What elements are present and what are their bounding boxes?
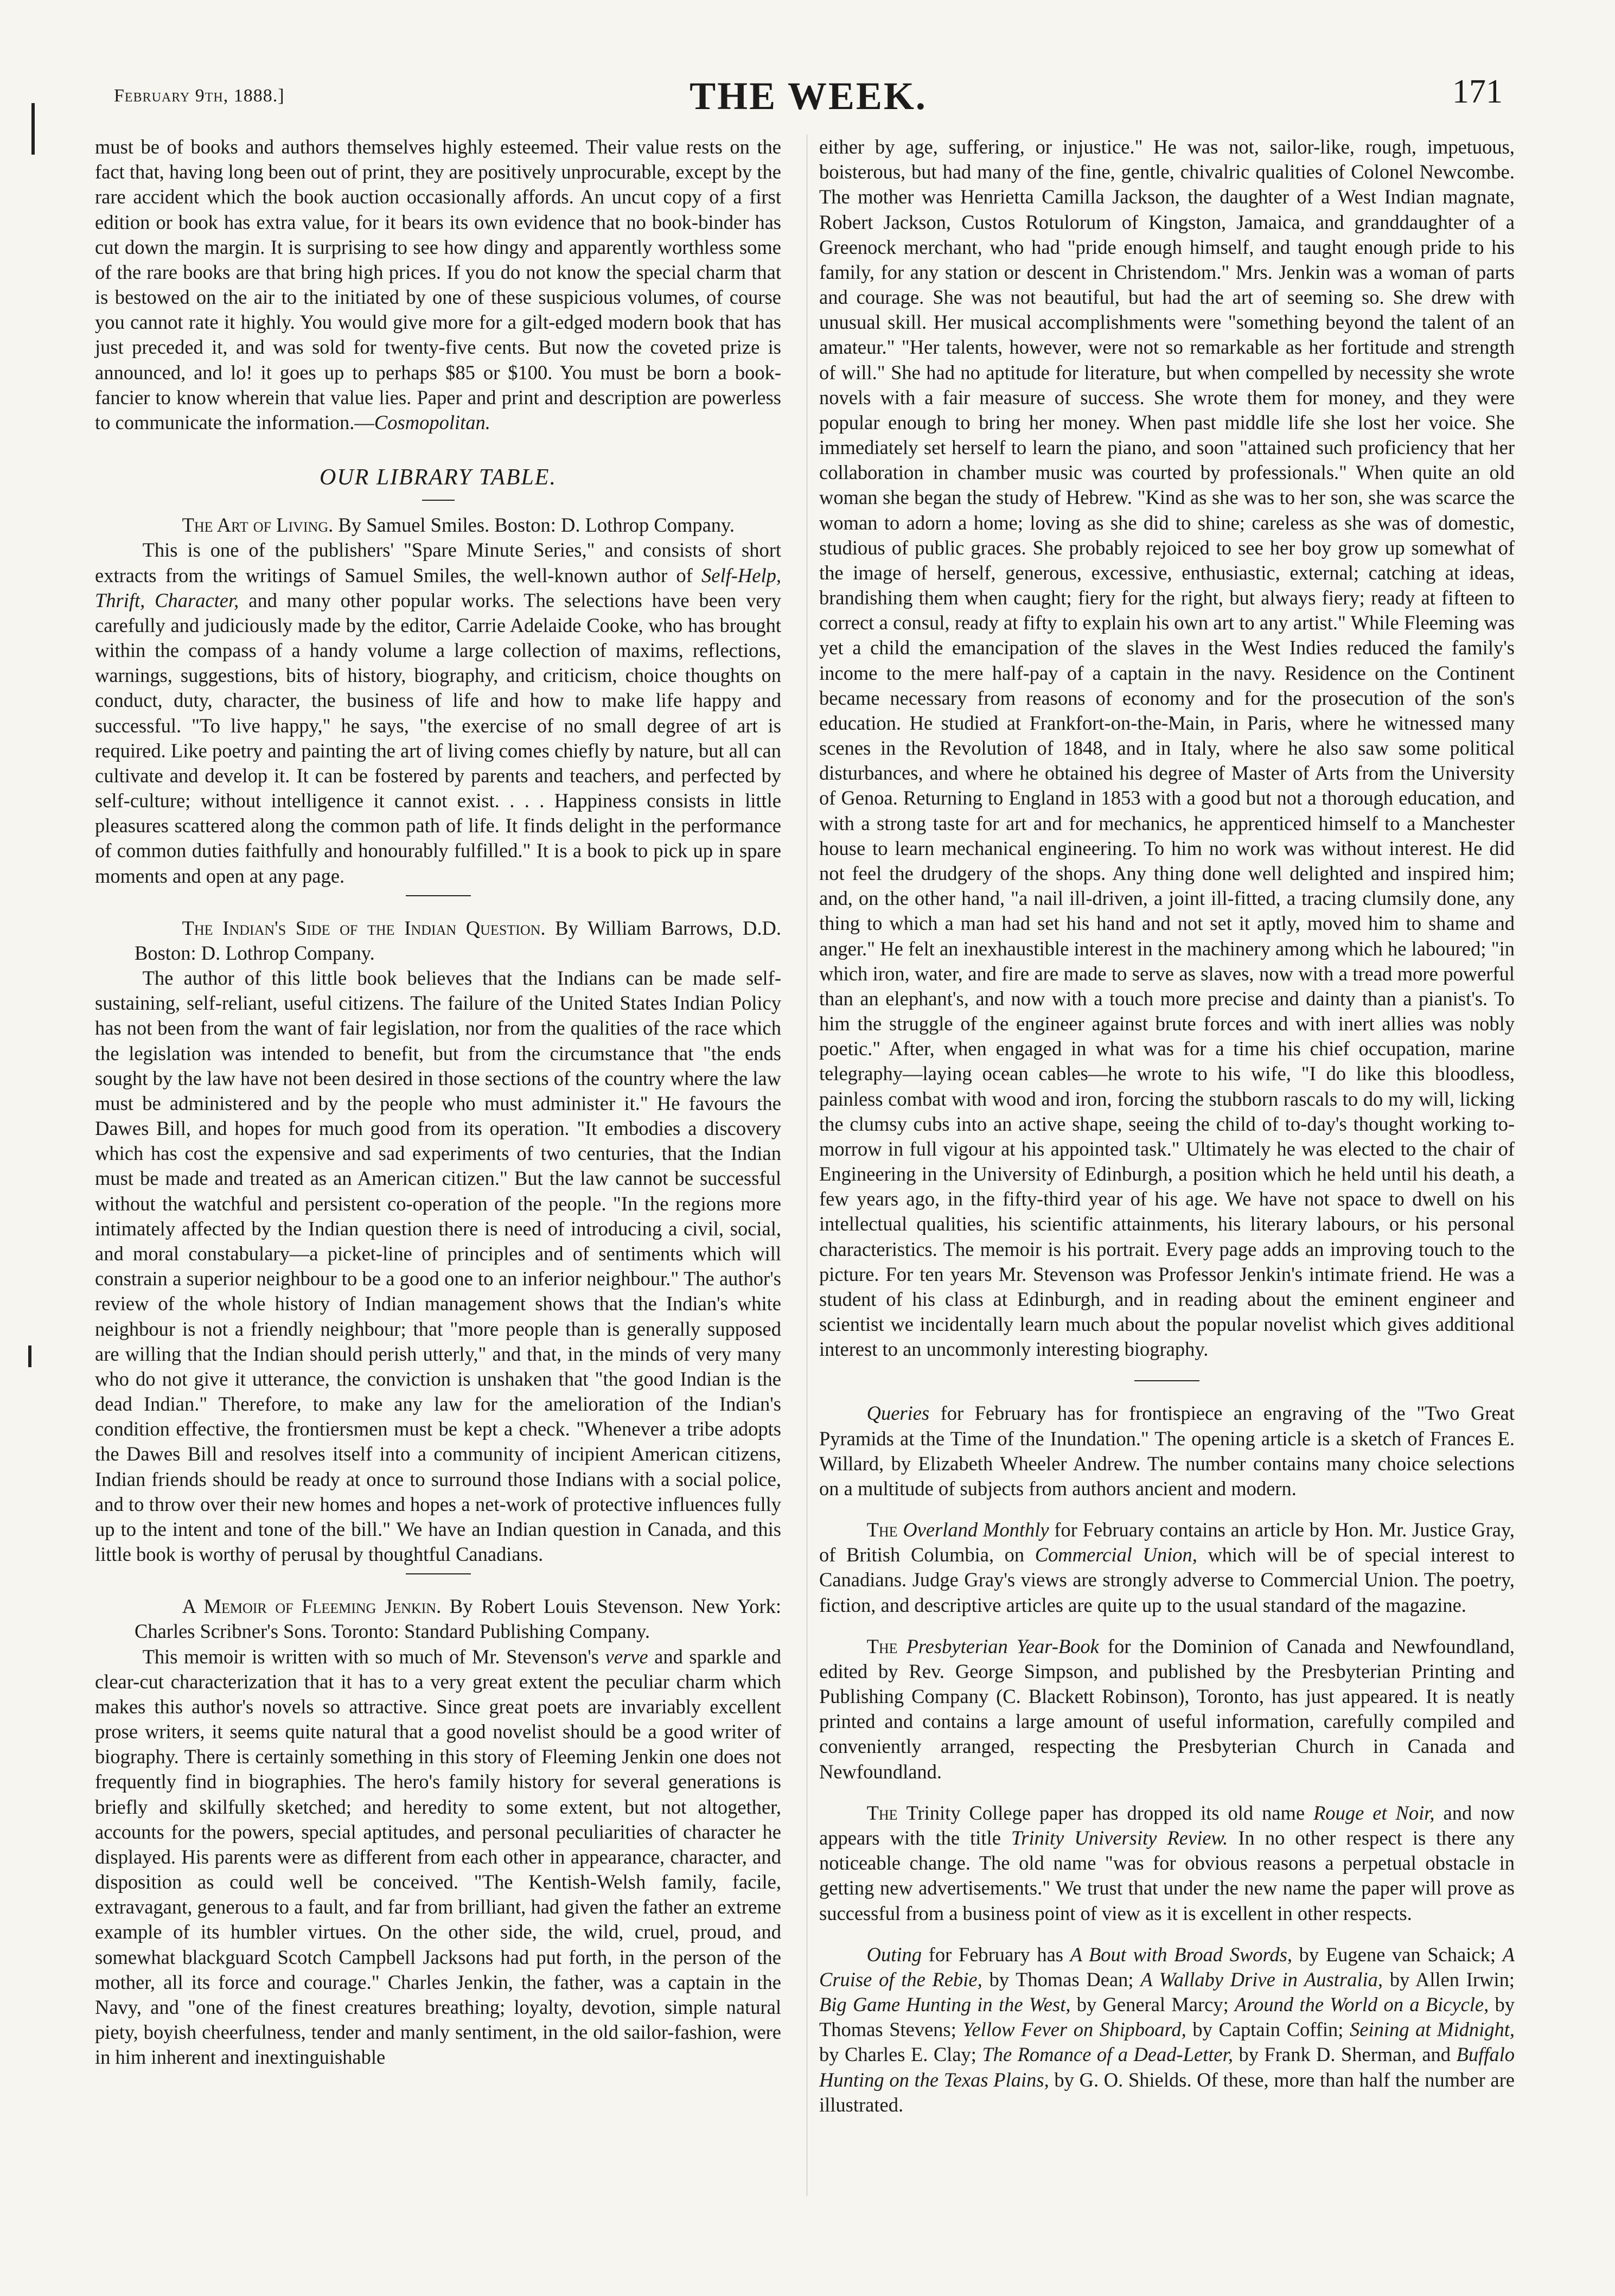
notice-overland-monthly: The Overland Monthly for February contains an article by Hon. Mr. Justice Gray, of British Columbia, on Commercial Union, which will be of special interest to Canadians. Judge Gray's views are strongly adverse to Commercial Union. The poetry, fiction, and descriptive articles are quite up to the usual standard of the magazine. xyxy=(819,1519,1515,1616)
notice-presbyterian-year-book: The Presbyterian Year-Book for the Dominion of Canada and Newfoundland, edited by Rev. George Simpson, and published by the Presbyterian Printing and Publishing Company (C. Blackett Robinson), Toronto, has just appeared. It is neatly printed and contains a large amount of useful information, carefully compiled and conveniently arranged, respecting the Presbyterian Church in Canada and Newfoundland. xyxy=(819,1635,1515,1783)
review-indian-question: The author of this little book believes that the Indians can be made self-sustaining, self-reliant, useful citizens. The failure of the United States Indian Policy has not been from the want of fair legislation, nor from the qualities of the race which the legislation was intended to benefit, but from the circumstance that "the ends sought by the law have not been desired in those sections of the country where the law must be administered and by the people who must administer it." He favours the Dawes Bill, and hopes for much good from its operation. "It embodies a discovery which has cost the expensive and sad experiments of two centuries, that the Indian must be made and treated as an American citizen." But the law cannot be successful without the watchful and persistent co-operation of the people. "In the regions more intimately affected by the Indian question there is need of introducing a civil, social, and moral constabulary—a picket-line of principles and of sentiments which will constrain a superior neighbour to be a good one to an inferior neighbour." The author's review of the whole history of Indian management shows that the Indian's white neighbour is not a friendly neighbour; that "more people than is generally supposed are willing that the Indian should perish utterly," and that, in the minds of very many who do not give it utterance, the conviction is unshaken that "the good Indian is the dead Indian." Therefore, to make any law for the amelioration of the Indian's condition effective, the frontiersmen must be kept a check. "Whenever a tribe adopts the Dawes Bill and resolves itself into a community of incipient American citizens, Indian friends should be ready at once to surround those Indians with a social police, and to throw over their new homes and hopes a net-work of protective influences fully up to the intent and tone of the bill." We have an Indian question in Canada, and this little book is worthy of perusal by thoughtful Canadians. xyxy=(95,967,781,1566)
section-rule xyxy=(422,500,455,501)
book-heading-fleeming-jenkin: A Memoir of Fleeming Jenkin. By Robert Louis Stevenson. New York: Charles Scribner's Sons. Toronto: Standard Publishing Company. xyxy=(135,1595,781,1643)
review-fleeming-jenkin: This memoir is written with so much of Mr. Stevenson's verve and sparkle and clear-cut characterization that it has to a very great extent the peculiar charm which makes this author's novels so attractive. Since great poets are invariably excellent prose writers, it seems quite natural that a good novelist should be a good writer of biography. There is certainly something in this story of Fleeming Jenkin one does not frequently find in biographies. The hero's family history for several generations is briefly and skilfully sketched; and heredity to some extent, but not altogether, accounts for the powers, special aptitudes, and personal peculiarities of character he displayed. His parents were as different from each other in appearance, character, and disposition as could well be conceived. "The Kentish-Welsh family, facile, extravagant, generous to a fault, and far from brilliant, had given the father an extreme example of its humbler virtues. On the other side, the wild, cruel, proud, and somewhat blackguard Scotch Campbell Jacksons had put forth, in the person of the mother, all its force and courage." Charles Jenkin, the father, was a captain in the Navy, and "one of the finest creatures breathing; loyalty, devotion, simple natural piety, boyish cheerfulness, tender and manly sentiment, in the old sailor-fashion, were in him inherent and inextinguishable xyxy=(95,1645,782,2069)
review-fleeming-jenkin-continued: either by age, suffering, or injustice." He was not, sailor-like, rough, impetuous, boisterous, but had many of the fine, gentle, chivalric qualities of Colonel Newcombe. The mother was Henrietta Camilla Jackson, the daughter of a West Indian magnate, Robert Jackson, Custos Rotulorum of Kingston, Jamaica, and granddaughter of a Greenock merchant, who had "pride enough himself, and taught enough pride to his family, for any station or descent in Christendom." Mrs. Jenkin was a woman of parts and courage. She was not beautiful, but had the art of seeming so. She drew with unusual skill. Her musical accomplishments were "something beyond the talent of an amateur." "Her talents, however, were not so remarkable as her fortitude and strength of will." She had no aptitude for literature, but when compelled by necessity she wrote novels with a fair measure of success. She wrote them for money, and they were popular enough to bring her money. When past middle life she lost her voice. She immediately set herself to learn the piano, and soon "attained such proficiency that her collaboration in chamber music was courted by professionals." When quite an old woman she began the study of Hebrew. "Kind as she was to her son, she was scarce the woman to adorn a home; loving as she did to shine; careless as she was of domestic, studious of public graces. She probably rejoiced to see her boy grow up somewhat of the image of herself, generous, excessive, enthusiastic, external; catching at ideas, brandishing them when caught; fiery for the right, but always fiery; ready at fifteen to correct a consul, ready at fifty to explain his own art to any artist." While Fleeming was yet a child the emancipation of the slaves in the West Indies reduced the family's income to the mere half-pay of a captain in the navy. Residence on the Continent became necessary from reasons of economy and for the prosecution of the son's education. He studied at Frankfort-on-the-Main, in Paris, where he witnessed many scenes in the Revolution of 1848, and in Italy, where he also saw some political disturbances, and where he obtained his degree of Master of Arts from the University of Genoa. Returning to England in 1853 with a good but not a thorough education, and with a strong taste for art and for mechanics, he apprenticed himself to a Manchester house to learn mechanical engineering. To him no work was without interest. He did not feel the drudgery of the shops. Any thing done well delighted and inspired him; and, on the other hand, "a nail ill-driven, a joint ill-fitted, a tracing clumsily done, any thing to which a man had set his hand and not set it aptly, moved him to shame and anger." He felt an inexhaustible interest in the machinery among which he laboured; "in which iron, water, and fire are made to serve as slaves, now with a tread more powerful than an elephant's, and now with a touch more precise and dainty than a pianist's. To him the struggle of the engineer against brute forces and with inert allies was nobly poetic." After, when engaged in what was for a time his chief occupation, marine telegraphy—laying ocean cables—he wrote to his wife, "I do like this bloodless, painless combat with wood and iron, forcing the stubborn rascals to do my will, licking the clumsy cubs into an active shape, seeing the child of to-day's thought working to-morrow in full vigour at his appointed task." Ultimately he was elected to the chair of Engineering in the University of Edinburgh, a position which he held until his death, a few years ago, in the fifty-third year of his age. We have not space to dwell on his intellectual qualities, his scientific attainments, his literary labours, or his personal characteristics. The memoir is his portrait. Every page adds an improving touch to the picture. For ten years Mr. Stevenson was Professor Jenkin's intimate friend. He was a student of his class at Edinburgh, and in reading about the eminent engineer and scientist we incidentally learn much about the popular novelist which gives additional interest to an uncommonly interesting biography. xyxy=(819,136,1515,1361)
divider-rule xyxy=(1134,1380,1199,1381)
page-header xyxy=(108,71,1508,118)
intro-paragraph: must be of books and authors themselves highly esteemed. Their value rests on the fact that, having long been out of print, they are positively unprocurable, except by the rare accident which the book auction occasionally affords. An uncut copy of a first edition or book has extra value, for it bears its own evidence that no book-binder has cut down the margin. It is surprising to see how dingy and apparently worthless some of the rare books are that bring high prices. If you do not know the special charm that is bestowed on the air to the initiated by one of these suspicious volumes, of course you cannot rate it highly. You would give more for a gilt-edged modern book that has just preceded it, and was sold for twenty-five cents. But now the coveted prize is announced, and lo! it goes up to perhaps $85 or $100. You must be born a book-fancier to know wherein that value lies. Paper and print and description are powerless to communicate the information.—Cosmopolitan. xyxy=(95,136,781,433)
review-art-of-living: This is one of the publishers' "Spare Minute Series," and consists of short extracts from the writings of Samuel Smiles, the well-known author of Self-Help, Thrift, Character, and many other popular works. The selections have been very carefully and judiciously made by the editor, Carrie Adelaide Cooke, who has brought within the compass of a handy volume a large collection of maxims, reflections, warnings, suggestions, bits of history, biography, and criticism, choice thoughts on conduct, duty, character, the business of life and how to make life happy and successful. "To live happy," he says, "the exercise of no small degree of art is required. Like poetry and painting the art of living comes chiefly by nature, but all can cultivate and develop it. It can be fostered by parents and teachers, and perfected by self-culture; without intelligence it cannot exist. . . . Happiness consists in little pleasures scattered along the common path of life. It finds delight in the performance of common duties faithfully and honourably fulfilled." It is a book to pick up in spare moments and open at any page. xyxy=(95,539,781,887)
divider-rule xyxy=(406,1573,471,1574)
notice-outing: Outing for February has A Bout with Broad Swords, by Eugene van Schaick; A Cruise of the Rebie, by Thomas Dean; A Wallaby Drive in Australia, by Allen Irwin; Big Game Hunting in the West, by General Marcy; Around the World on a Bicycle, by Thomas Stevens; Yellow Fever on Shipboard, by Captain Coffin; Seining at Midnight, by Charles E. Clay; The Romance of a Dead-Letter, by Frank D. Sherman, and Buffalo Hunting on the Texas Plains, by G. O. Shields. Of these, more than half the number are illustrated. xyxy=(819,1943,1515,2116)
divider-rule xyxy=(406,895,471,896)
book-heading-art-of-living: The Art of Living. By Samuel Smiles. Boston: D. Lothrop Company. xyxy=(182,514,735,537)
issue-date: February 9th, 1888.] xyxy=(114,86,285,106)
left-column xyxy=(95,135,781,2070)
publication-title: THE WEEK. xyxy=(690,74,927,118)
margin-mark xyxy=(31,103,35,155)
margin-mark xyxy=(28,1345,31,1367)
page-number: 171 xyxy=(1452,73,1503,110)
book-heading-indian-question: The Indian's Side of the Indian Question. By William Barrows, D.D. Boston: D. Lothrop Company. xyxy=(135,916,781,964)
notice-queries: Queries for February has for frontispiece an engraving of the "Two Great Pyramids at the Time of the Inundation." The opening article is a sketch of Frances E. Willard, by Elizabeth Wheeler Andrew. The number contains many choice selections on a multitude of subjects from authors ancient and modern. xyxy=(819,1402,1515,1500)
intro-source: Cosmopolitan. xyxy=(374,411,490,433)
notice-trinity-review: The Trinity College paper has dropped its old name Rouge et Noir, and now appears with the title Trinity University Review. In no other respect is there any noticeable change. The old name "was for obvious reasons a perpetual obstacle in getting new advertisements." We trust that under the new name the paper will prove as successful from a business point of view as it is excellent in other respects. xyxy=(819,1801,1515,1924)
section-title: OUR LIBRARY TABLE. xyxy=(320,465,557,490)
right-column xyxy=(819,135,1515,2118)
